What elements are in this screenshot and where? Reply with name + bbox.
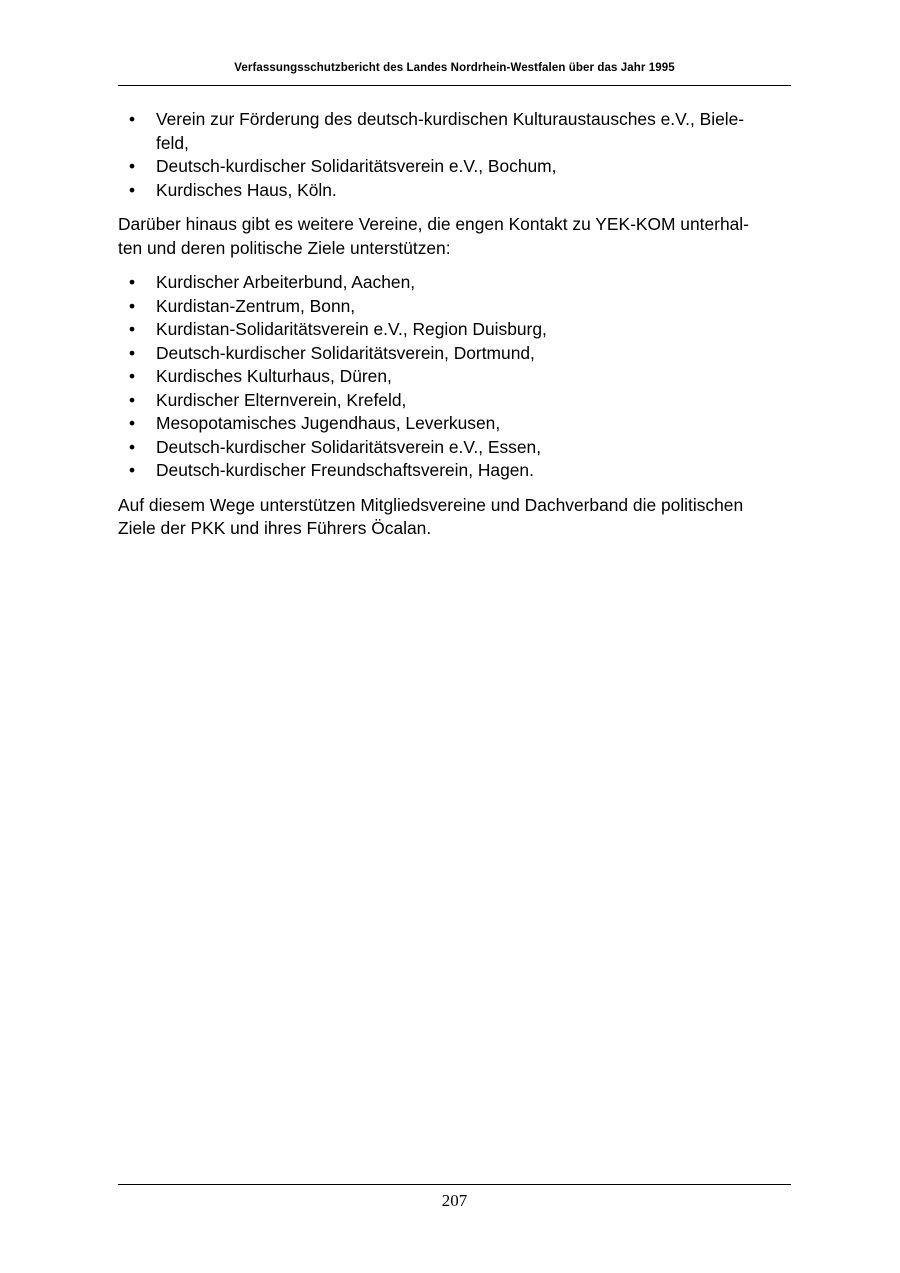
bullet-icon: •: [129, 109, 136, 129]
list-item: [118, 108, 784, 155]
list-item: [118, 295, 784, 319]
list-item: [118, 412, 784, 436]
association-list-secondary: [118, 271, 784, 483]
list-item: [118, 179, 784, 203]
bullet-icon: •: [129, 342, 136, 363]
list-item-text: Kurdisches Kulturhaus, Düren,: [156, 366, 392, 386]
paragraph-line: Auf diesem Wege unterstützen Mitgliedsvereine und Dachverband die politischen: [118, 494, 744, 515]
page-number: 207: [441, 1191, 468, 1210]
list-item-text: Kurdischer Arbeiterbund, Aachen,: [156, 272, 416, 292]
bullet-icon: •: [129, 179, 136, 200]
list-item-text: Deutsch-kurdischer Solidaritätsverein, Dortmund,: [156, 342, 535, 363]
bullet-icon: •: [129, 436, 136, 457]
bullet-icon: •: [129, 460, 136, 480]
list-item: [118, 459, 784, 483]
paragraph-line: ten und deren politische Ziele unterstützen:: [118, 237, 451, 258]
intro-paragraph: [118, 213, 784, 260]
page-body: [118, 108, 784, 541]
bullet-icon: •: [129, 156, 136, 176]
list-item-text: Kurdistan-Zentrum, Bonn,: [156, 295, 356, 316]
bullet-icon: •: [129, 389, 136, 410]
list-item-text: Kurdischer Elternverein, Krefeld,: [156, 389, 407, 410]
bullet-icon: •: [129, 413, 136, 433]
list-item: [118, 436, 784, 460]
list-item: [118, 318, 784, 342]
paragraph-line: Ziele der PKK und ihres Führers Öcalan.: [118, 518, 432, 538]
bullet-icon: •: [129, 295, 136, 316]
running-header: Verfassungsschutzbericht des Landes Nordrhein-Westfalen über das Jahr 1995: [234, 62, 675, 74]
association-list-primary: [118, 108, 784, 202]
conclusion-paragraph: [118, 494, 784, 541]
footer-divider: [118, 1184, 791, 1185]
list-item: [118, 365, 784, 389]
header-divider: [118, 85, 791, 86]
list-item: [118, 155, 784, 179]
list-item: [118, 389, 784, 413]
bullet-icon: •: [129, 319, 136, 339]
bullet-icon: •: [129, 272, 136, 292]
list-item: [118, 271, 784, 295]
list-item-text-continued: feld,: [156, 132, 189, 153]
paragraph-line: Darüber hinaus gibt es weitere Vereine, die engen Kontakt zu YEK-KOM unterhal-: [118, 214, 749, 234]
list-item-text: Verein zur Förderung des deutsch-kurdischen Kulturaustausches e.V., Biele-: [156, 109, 745, 129]
list-item-text: Deutsch-kurdischer Solidaritätsverein e.V., Essen,: [156, 436, 542, 457]
bullet-icon: •: [129, 366, 136, 386]
list-item-text: Deutsch-kurdischer Freundschaftsverein, Hagen.: [156, 460, 534, 480]
list-item: [118, 342, 784, 366]
list-item-text: Deutsch-kurdischer Solidaritätsverein e.V., Bochum,: [156, 156, 557, 176]
list-item-text: Mesopotamisches Jugendhaus, Leverkusen,: [156, 413, 501, 433]
list-item-text: Kurdistan-Solidaritätsverein e.V., Region Duisburg,: [156, 319, 547, 339]
list-item-text: Kurdisches Haus, Köln.: [156, 179, 337, 200]
